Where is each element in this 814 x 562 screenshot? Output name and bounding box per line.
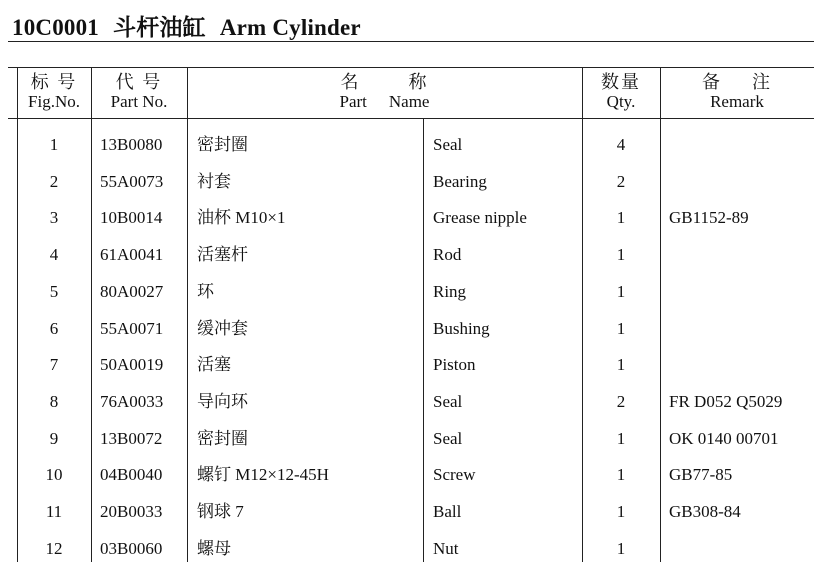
fig-no-cell: 9: [49, 429, 59, 448]
remark-cell: GB1152-89: [669, 208, 749, 227]
name-cn-cell: 密封圈: [197, 429, 248, 448]
header-remark: [660, 72, 814, 112]
name-en-cell: Seal: [433, 429, 463, 448]
fig-no-cell: 4: [49, 245, 59, 264]
name-en-cell: Nut: [433, 539, 459, 558]
part-no-cell: 50A0019: [100, 355, 164, 374]
header-qty-en: Qty.: [606, 92, 636, 111]
fig-no-cell: 2: [49, 172, 59, 191]
table-top-border: [8, 67, 814, 68]
name-cn-cell: 活塞杆: [197, 245, 248, 264]
fig-no-cell: 5: [49, 282, 59, 301]
header-part-no: [91, 72, 187, 112]
remark-cell: GB77-85: [669, 465, 733, 484]
qty-cell: 1: [616, 355, 626, 374]
fig-no-cell: 1: [49, 135, 59, 154]
qty-cell: 1: [616, 319, 626, 338]
header-fig-en: Fig.No.: [28, 92, 80, 111]
qty-cell: 1: [616, 539, 626, 558]
part-no-cell: 55A0071: [100, 319, 164, 338]
header-name-cn-1: 名: [340, 72, 361, 92]
name-en-cell: Ball: [433, 502, 462, 521]
qty-cell: 1: [616, 282, 626, 301]
part-no-cell: 61A0041: [100, 245, 164, 264]
header-qty: [582, 72, 660, 112]
name-en-cell: Seal: [433, 135, 463, 154]
document-code: 10C0001: [12, 15, 100, 40]
qty-cell: 1: [616, 465, 626, 484]
fig-no-cell: 7: [49, 355, 59, 374]
qty-cell: 4: [616, 135, 626, 154]
name-en-cell: Screw: [433, 465, 476, 484]
name-cn-cell: 导向环: [197, 392, 248, 411]
name-cn-cell: 环: [197, 282, 214, 301]
header-fig-cn: 标 号: [30, 72, 78, 92]
part-no-cell: 20B0033: [100, 502, 163, 521]
fig-no-cell: 10: [45, 465, 63, 484]
title-en: Arm Cylinder: [219, 15, 361, 40]
header-name-cn-2: 称: [408, 72, 429, 92]
qty-cell: 2: [616, 392, 626, 411]
name-en-cell: Seal: [433, 392, 463, 411]
header-remark-cn-2: 注: [752, 72, 772, 92]
part-no-cell: 03B0060: [100, 539, 163, 558]
column-divider: [423, 118, 424, 562]
part-no-cell: 10B0014: [100, 208, 163, 227]
title-underline: [8, 41, 814, 42]
qty-cell: 1: [616, 208, 626, 227]
fig-no-cell: 12: [45, 539, 63, 558]
part-no-cell: 04B0040: [100, 465, 163, 484]
header-name-en-2: Name: [388, 92, 430, 111]
name-en-cell: Bushing: [433, 319, 490, 338]
qty-cell: 1: [616, 245, 626, 264]
title-cn: 斗杆油缸: [113, 15, 206, 40]
header-qty-cn: 数量: [601, 72, 641, 92]
column-divider: [91, 67, 92, 562]
name-cn-cell: 钢球 7: [197, 502, 244, 521]
remark-cell: GB308-84: [669, 502, 741, 521]
name-en-cell: Grease nipple: [433, 208, 527, 227]
name-cn-cell: 衬套: [197, 172, 231, 191]
qty-cell: 2: [616, 172, 626, 191]
header-remark-en: Remark: [710, 92, 764, 111]
fig-no-cell: 11: [45, 502, 63, 521]
name-en-cell: Piston: [433, 355, 476, 374]
part-no-cell: 55A0073: [100, 172, 164, 191]
part-no-cell: 13B0080: [100, 135, 163, 154]
column-divider: [187, 67, 188, 562]
part-no-cell: 80A0027: [100, 282, 164, 301]
name-en-cell: Ring: [433, 282, 467, 301]
remark-cell: FR D052 Q5029: [669, 392, 783, 411]
header-name-en-1: Part: [339, 92, 367, 111]
header-part-en: Part No.: [110, 92, 168, 111]
fig-no-cell: 6: [49, 319, 59, 338]
part-no-cell: 13B0072: [100, 429, 163, 448]
qty-cell: 1: [616, 429, 626, 448]
name-cn-cell: 螺母: [197, 539, 231, 558]
header-part-name: [187, 72, 582, 112]
name-cn-cell: 螺钉 M12×12-45H: [197, 465, 329, 484]
name-cn-cell: 活塞: [197, 355, 231, 374]
name-cn-cell: 油杯 M10×1: [197, 208, 286, 227]
fig-no-cell: 8: [49, 392, 59, 411]
header-bottom-border: [8, 118, 814, 119]
name-en-cell: Bearing: [433, 172, 487, 191]
column-divider: [660, 67, 661, 562]
header-part-cn: 代 号: [115, 72, 163, 92]
name-cn-cell: 缓冲套: [197, 319, 248, 338]
qty-cell: 1: [616, 502, 626, 521]
header-remark-cn-1: 备: [702, 72, 722, 92]
part-no-cell: 76A0033: [100, 392, 164, 411]
fig-no-cell: 3: [49, 208, 59, 227]
name-cn-cell: 密封圈: [197, 135, 248, 154]
header-fig-no: [17, 72, 91, 112]
page-title: [12, 9, 361, 42]
name-en-cell: Rod: [433, 245, 462, 264]
remark-cell: OK 0140 00701: [669, 429, 779, 448]
